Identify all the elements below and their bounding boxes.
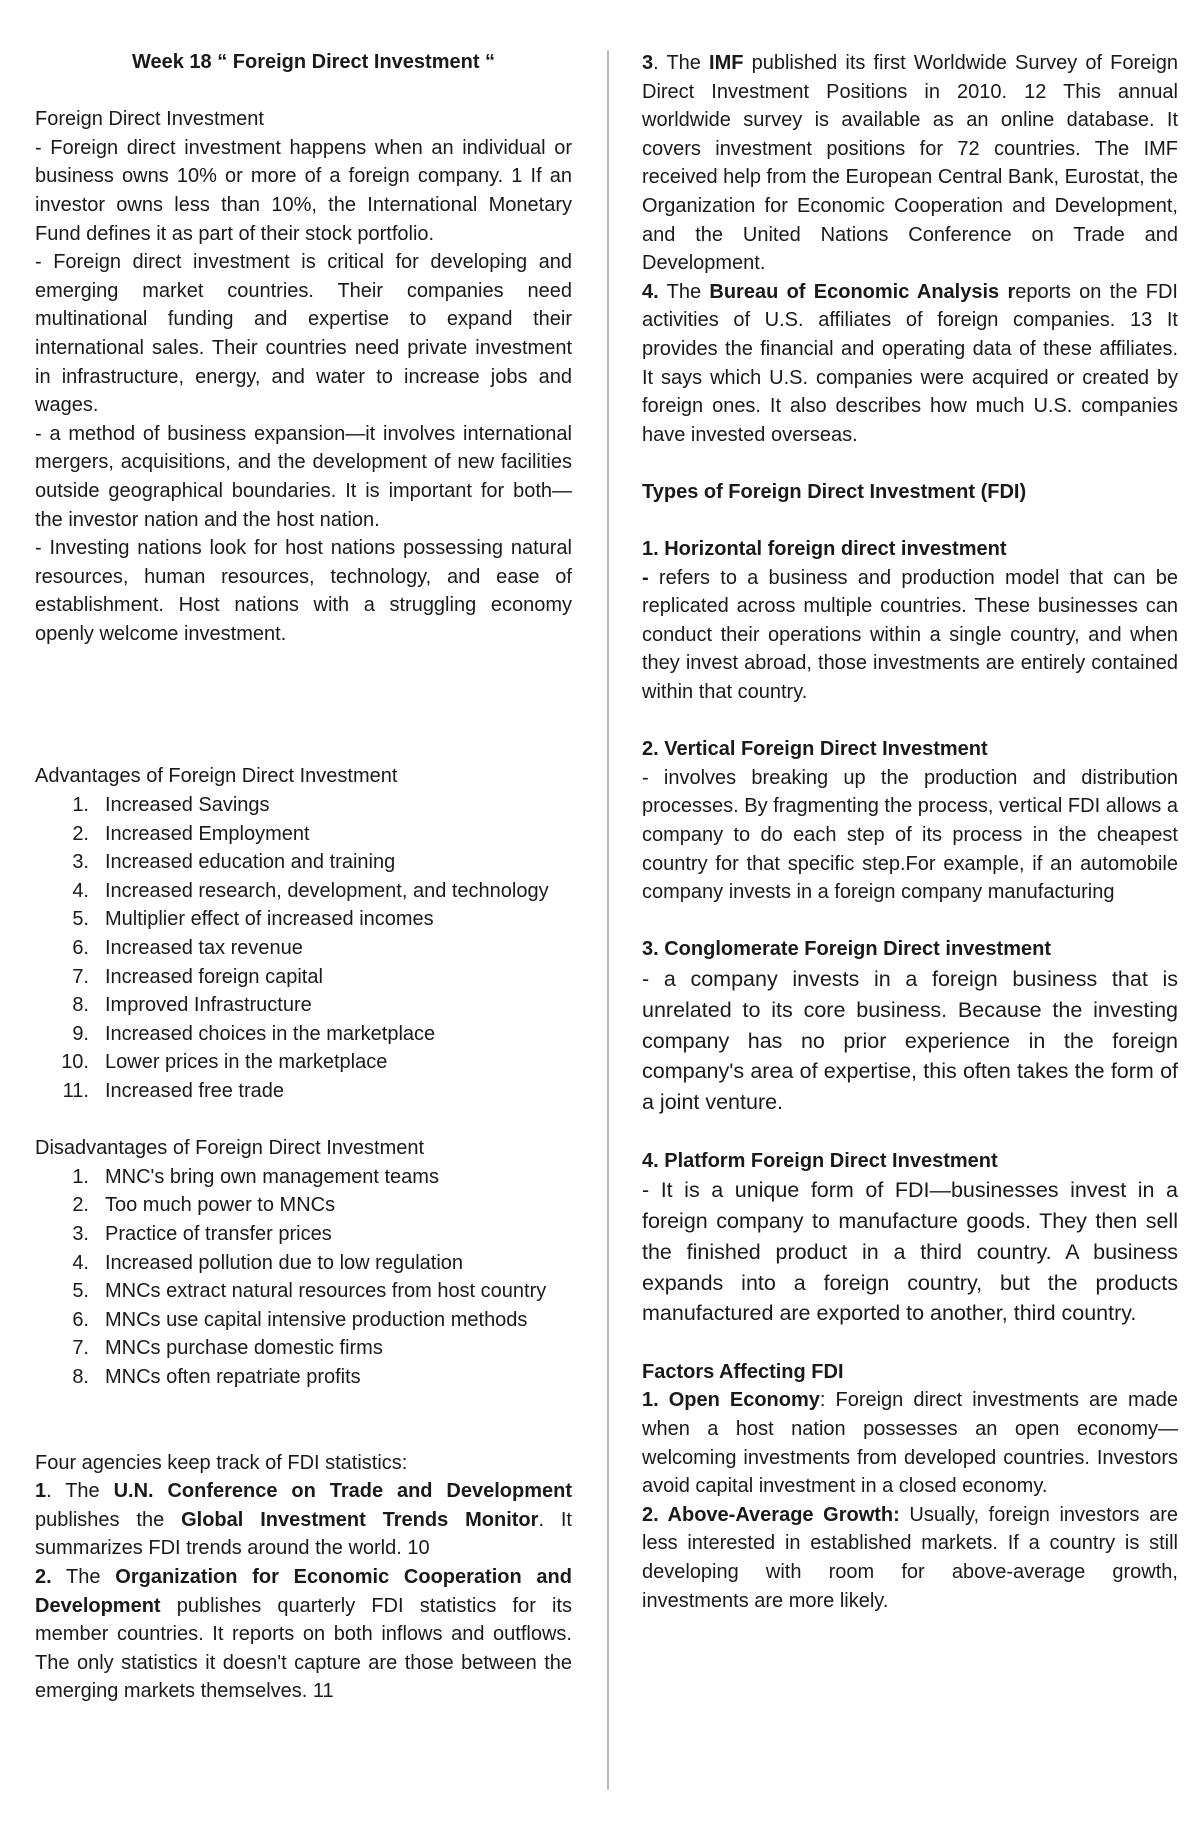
- type-heading: 2. Vertical Foreign Direct Investment: [642, 738, 988, 761]
- factor-text: : Foreign direct investments are made when a host nation possesses an open economy—welcoming investments from developed countries. Investors avoid capital investment in a closed economy.: [642, 1389, 1178, 1498]
- list-item: [35, 820, 572, 849]
- type-description: - a company invests in a foreign business that is unrelated to its core business. Because the investing company has no prior experience in the foreign company's area of expertise, this often takes the form of a joint venture.: [642, 967, 1178, 1115]
- factor-item: [642, 1386, 1178, 1500]
- list-number: 8.: [72, 994, 89, 1017]
- factor-label: 2. Above-Average Growth:: [642, 1503, 900, 1526]
- intro-heading: Foreign Direct Investment: [35, 108, 264, 131]
- column-divider: [607, 50, 609, 1790]
- type-heading: 3. Conglomerate Foreign Direct investment: [642, 938, 1051, 961]
- list-item: [35, 905, 572, 934]
- list-number: 2.: [72, 822, 89, 845]
- agency-item: [35, 1477, 572, 1563]
- list-number: 6.: [72, 1308, 89, 1331]
- agency-text: . The: [46, 1480, 114, 1503]
- agency-number: 4.: [642, 280, 659, 303]
- list-item: [35, 1363, 572, 1392]
- list-text: MNCs purchase domestic firms: [105, 1337, 383, 1360]
- list-text: Too much power to MNCs: [105, 1194, 336, 1217]
- agency-name: IMF: [709, 52, 744, 74]
- list-number: 6.: [72, 937, 89, 960]
- type-description: - involves breaking up the production and distribution processes. By fragmenting the process, vertical FDI allows a company to do each step of its process in the cheapest country for that specific step.For example, if an automobile company invests in a foreign company manufacturing: [642, 766, 1178, 904]
- intro-paragraph: - Investing nations look for host nations possessing natural resources, human resources, technology, and ease of establishment. Host nations with a struggling economy openly welcome investment.: [35, 537, 572, 645]
- list-text: Lower prices in the marketplace: [105, 1051, 388, 1074]
- list-text: MNCs extract natural resources from host country: [105, 1280, 547, 1303]
- list-text: Increased foreign capital: [105, 965, 323, 988]
- agency-name: Organization for Economic Cooperation and Development: [35, 1565, 572, 1617]
- type-description: [642, 564, 1178, 707]
- type-text: refers to a business and production model that can be replicated across multiple countries. These businesses can conduct their operations within a single country, and when they invest abroad, those investments are entirely contained within that country.: [642, 566, 1178, 704]
- list-text: Multiplier effect of increased incomes: [105, 908, 434, 931]
- list-item: [35, 848, 572, 877]
- agency-name: U.N. Conference on Trade and Development: [113, 1480, 573, 1503]
- agency-text: . The: [653, 52, 710, 74]
- list-text: MNCs use capital intensive production methods: [105, 1308, 528, 1331]
- right-column: [642, 48, 1178, 1615]
- list-number: 4.: [72, 879, 89, 902]
- list-item: [35, 877, 572, 906]
- list-number: 10.: [61, 1051, 89, 1074]
- list-item: [35, 1220, 572, 1249]
- list-number: 5.: [72, 908, 89, 931]
- agency-text: publishes the: [35, 1508, 182, 1531]
- agency-text: . It summarizes FDI trends around the world. 10: [35, 1508, 572, 1560]
- left-column: [35, 48, 572, 1706]
- disadvantages-heading: Disadvantages of Foreign Direct Investment: [35, 1137, 425, 1160]
- intro-paragraph: - a method of business expansion—it involves international mergers, acquisitions, and the development of new facilities outside geographical boundaries. It is important for both—the investor nation and the host nation.: [35, 422, 572, 531]
- list-number: 1.: [72, 794, 89, 817]
- factors-heading: Factors Affecting FDI: [642, 1360, 844, 1383]
- types-heading: Types of Foreign Direct Investment (FDI): [642, 480, 1027, 503]
- list-number: 9.: [72, 1022, 89, 1045]
- list-text: Improved Infrastructure: [105, 994, 312, 1017]
- type-dash: -: [642, 566, 649, 589]
- list-text: Increased choices in the marketplace: [105, 1022, 436, 1045]
- list-item: [35, 991, 572, 1020]
- type-description: - It is a unique form of FDI—businesses invest in a foreign company to manufacture goods. They then sell the finished product in a third country. A business expands into a foreign country, but the products manufactured are exported to another, third country.: [642, 1178, 1178, 1326]
- agency-item: [35, 1563, 572, 1706]
- list-item: [35, 1048, 572, 1077]
- agency-publication: Global Investment Trends Monitor: [181, 1508, 539, 1531]
- page-title: Week 18 “ Foreign Direct Investment “: [131, 51, 496, 73]
- list-text: Increased tax revenue: [105, 937, 303, 960]
- agency-item: [642, 278, 1178, 450]
- disadvantages-list: [35, 1163, 572, 1392]
- list-number: 8.: [72, 1365, 89, 1388]
- list-text: Practice of transfer prices: [105, 1222, 332, 1245]
- list-number: 2.: [72, 1194, 89, 1217]
- agency-text: The: [658, 280, 710, 303]
- list-text: Increased Employment: [105, 822, 310, 845]
- advantages-heading: Advantages of Foreign Direct Investment: [35, 765, 398, 788]
- list-item: [35, 934, 572, 963]
- intro-paragraph: - Foreign direct investment is critical for developing and emerging market countries. Their companies need multinational funding and expertise to expand their international sales. Their countries need private investment in infrastructure, energy, and water to increase jobs and wages.: [35, 251, 572, 417]
- agency-number: 2.: [35, 1565, 52, 1588]
- list-text: MNCs often repatriate profits: [105, 1365, 361, 1388]
- list-item: [35, 791, 572, 820]
- list-number: 4.: [72, 1251, 89, 1274]
- type-heading: 1. Horizontal foreign direct investment: [642, 538, 1007, 561]
- list-item: [35, 1020, 572, 1049]
- factor-text: Usually, foreign investors are less interested in established markets. If a country is still developing with room for above-average growth, investments are more likely.: [642, 1503, 1178, 1612]
- list-item: [35, 1077, 572, 1106]
- agency-text: eports on the FDI activities of U.S. affiliates of foreign companies. 13 It provides the financial and operating data of these affiliates. It says which U.S. companies were acquired or created by foreign ones. It also describes how much U.S. companies have invested overseas.: [642, 280, 1178, 446]
- factor-item: [642, 1501, 1178, 1615]
- list-text: Increased education and training: [105, 851, 396, 874]
- agency-number: 1: [35, 1480, 47, 1503]
- list-text: MNC's bring own management teams: [105, 1165, 439, 1188]
- agency-text: publishes quarterly FDI statistics for its member countries. It reports on both inflows and outflows. The only statistics it doesn't capture are those between the emerging markets themselves. 11: [35, 1594, 572, 1703]
- list-text: Increased Savings: [105, 794, 270, 817]
- list-number: 7.: [72, 965, 89, 988]
- advantages-list: [35, 791, 572, 1106]
- agency-item: [642, 49, 1178, 278]
- list-number: 11.: [62, 1080, 89, 1102]
- type-heading: 4. Platform Foreign Direct Investment: [642, 1149, 998, 1172]
- list-text: Increased pollution due to low regulation: [105, 1251, 464, 1274]
- agency-text: published its first Worldwide Survey of Foreign Direct Investment Positions in 2010. 12 This annual worldwide survey is available as an online database. It covers investment positions for 72 countries. The IMF received help from the European Central Bank, Eurostat, the Organization for Economic Cooperation and Development, and the United Nations Conference on Trade and Development.: [642, 52, 1178, 275]
- list-number: 3.: [72, 1222, 89, 1245]
- list-item: [35, 1277, 572, 1306]
- list-item: [35, 1191, 572, 1220]
- list-item: [35, 1163, 572, 1192]
- agency-text: The: [51, 1565, 116, 1588]
- list-item: [35, 1249, 572, 1278]
- agency-number: 3: [642, 52, 654, 74]
- list-number: 3.: [72, 851, 89, 874]
- list-item: [35, 963, 572, 992]
- list-text: Increased free trade: [105, 1080, 284, 1102]
- intro-paragraph: - Foreign direct investment happens when an individual or business owns 10% or more of a foreign company. 1 If an investor owns less than 10%, the International Monetary Fund defines it as part of their stock portfolio.: [35, 136, 572, 245]
- agencies-heading: Four agencies keep track of FDI statistics:: [35, 1451, 408, 1474]
- list-item: [35, 1306, 572, 1335]
- list-item: [35, 1334, 572, 1363]
- list-number: 1.: [72, 1165, 89, 1188]
- list-text: Increased research, development, and technology: [105, 879, 549, 902]
- agency-name: Bureau of Economic Analysis r: [709, 280, 1016, 303]
- factor-label: 1. Open Economy: [642, 1389, 820, 1412]
- list-number: 7.: [72, 1337, 89, 1360]
- list-number: 5.: [72, 1280, 89, 1303]
